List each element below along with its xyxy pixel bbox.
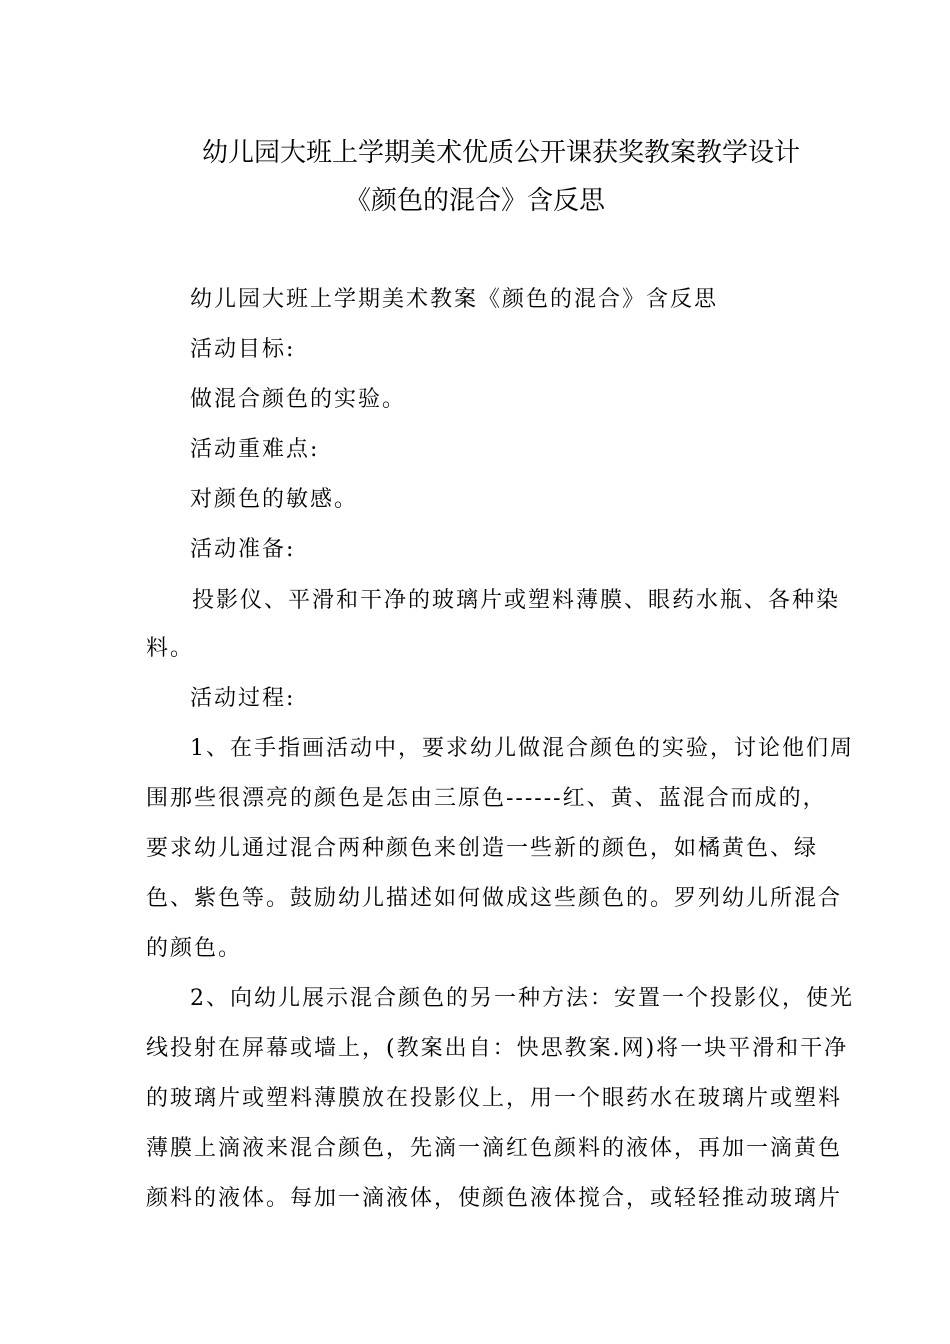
- process-heading: 活动过程:: [190, 686, 296, 711]
- prep-text-line: 料。: [146, 636, 195, 661]
- step2-text-line: 2、向幼儿展示混合颜色的另一种方法：安置一个投影仪，使光: [190, 986, 854, 1011]
- step2-text-line: 的玻璃片或塑料薄膜放在投影仪上，用一个眼药水在玻璃片或塑料: [146, 1086, 843, 1111]
- goal-heading: 活动目标:: [190, 337, 296, 362]
- step1-text-line: 色、紫色等。鼓励幼儿描述如何做成这些颜色的。罗列幼儿所混合: [146, 886, 843, 911]
- goal-text: 做混合颜色的实验。: [190, 387, 407, 412]
- step2-text-line: 薄膜上滴液来混合颜色，先滴一滴红色颜料的液体，再加一滴黄色: [146, 1136, 843, 1161]
- document-title-line-1: 幼儿园大班上学期美术优质公开课获奖教案教学设计: [201, 138, 800, 168]
- step1-text-line: 的颜色。: [146, 936, 243, 961]
- step1-text-line: 围那些很漂亮的颜色是怎由三原色------红、黄、蓝混合而成的，: [146, 786, 827, 811]
- document-title-line-2: 《颜色的混合》含反思: [344, 186, 605, 216]
- step1-text-line: 1、在手指画活动中，要求幼儿做混合颜色的实验，讨论他们周: [190, 736, 854, 761]
- prep-heading: 活动准备:: [190, 537, 296, 562]
- prep-text-line: 投影仪、平滑和干净的玻璃片或塑料薄膜、眼药水瓶、各种染: [192, 588, 841, 613]
- subtitle-paragraph: 幼儿园大班上学期美术教案《颜色的混合》含反思: [190, 287, 719, 312]
- difficulty-text: 对颜色的敏感。: [190, 487, 359, 512]
- step2-text-line: 线投射在屏幕或墙上，(教案出自：快思教案.网)将一块平滑和干净: [146, 1036, 849, 1061]
- difficulty-heading: 活动重难点:: [190, 437, 320, 462]
- step2-text-line: 颜料的液体。每加一滴液体，使颜色液体搅合，或轻轻推动玻璃片: [146, 1186, 843, 1211]
- step1-text-line: 要求幼儿通过混合两种颜色来创造一些新的颜色，如橘黄色、绿: [146, 836, 819, 861]
